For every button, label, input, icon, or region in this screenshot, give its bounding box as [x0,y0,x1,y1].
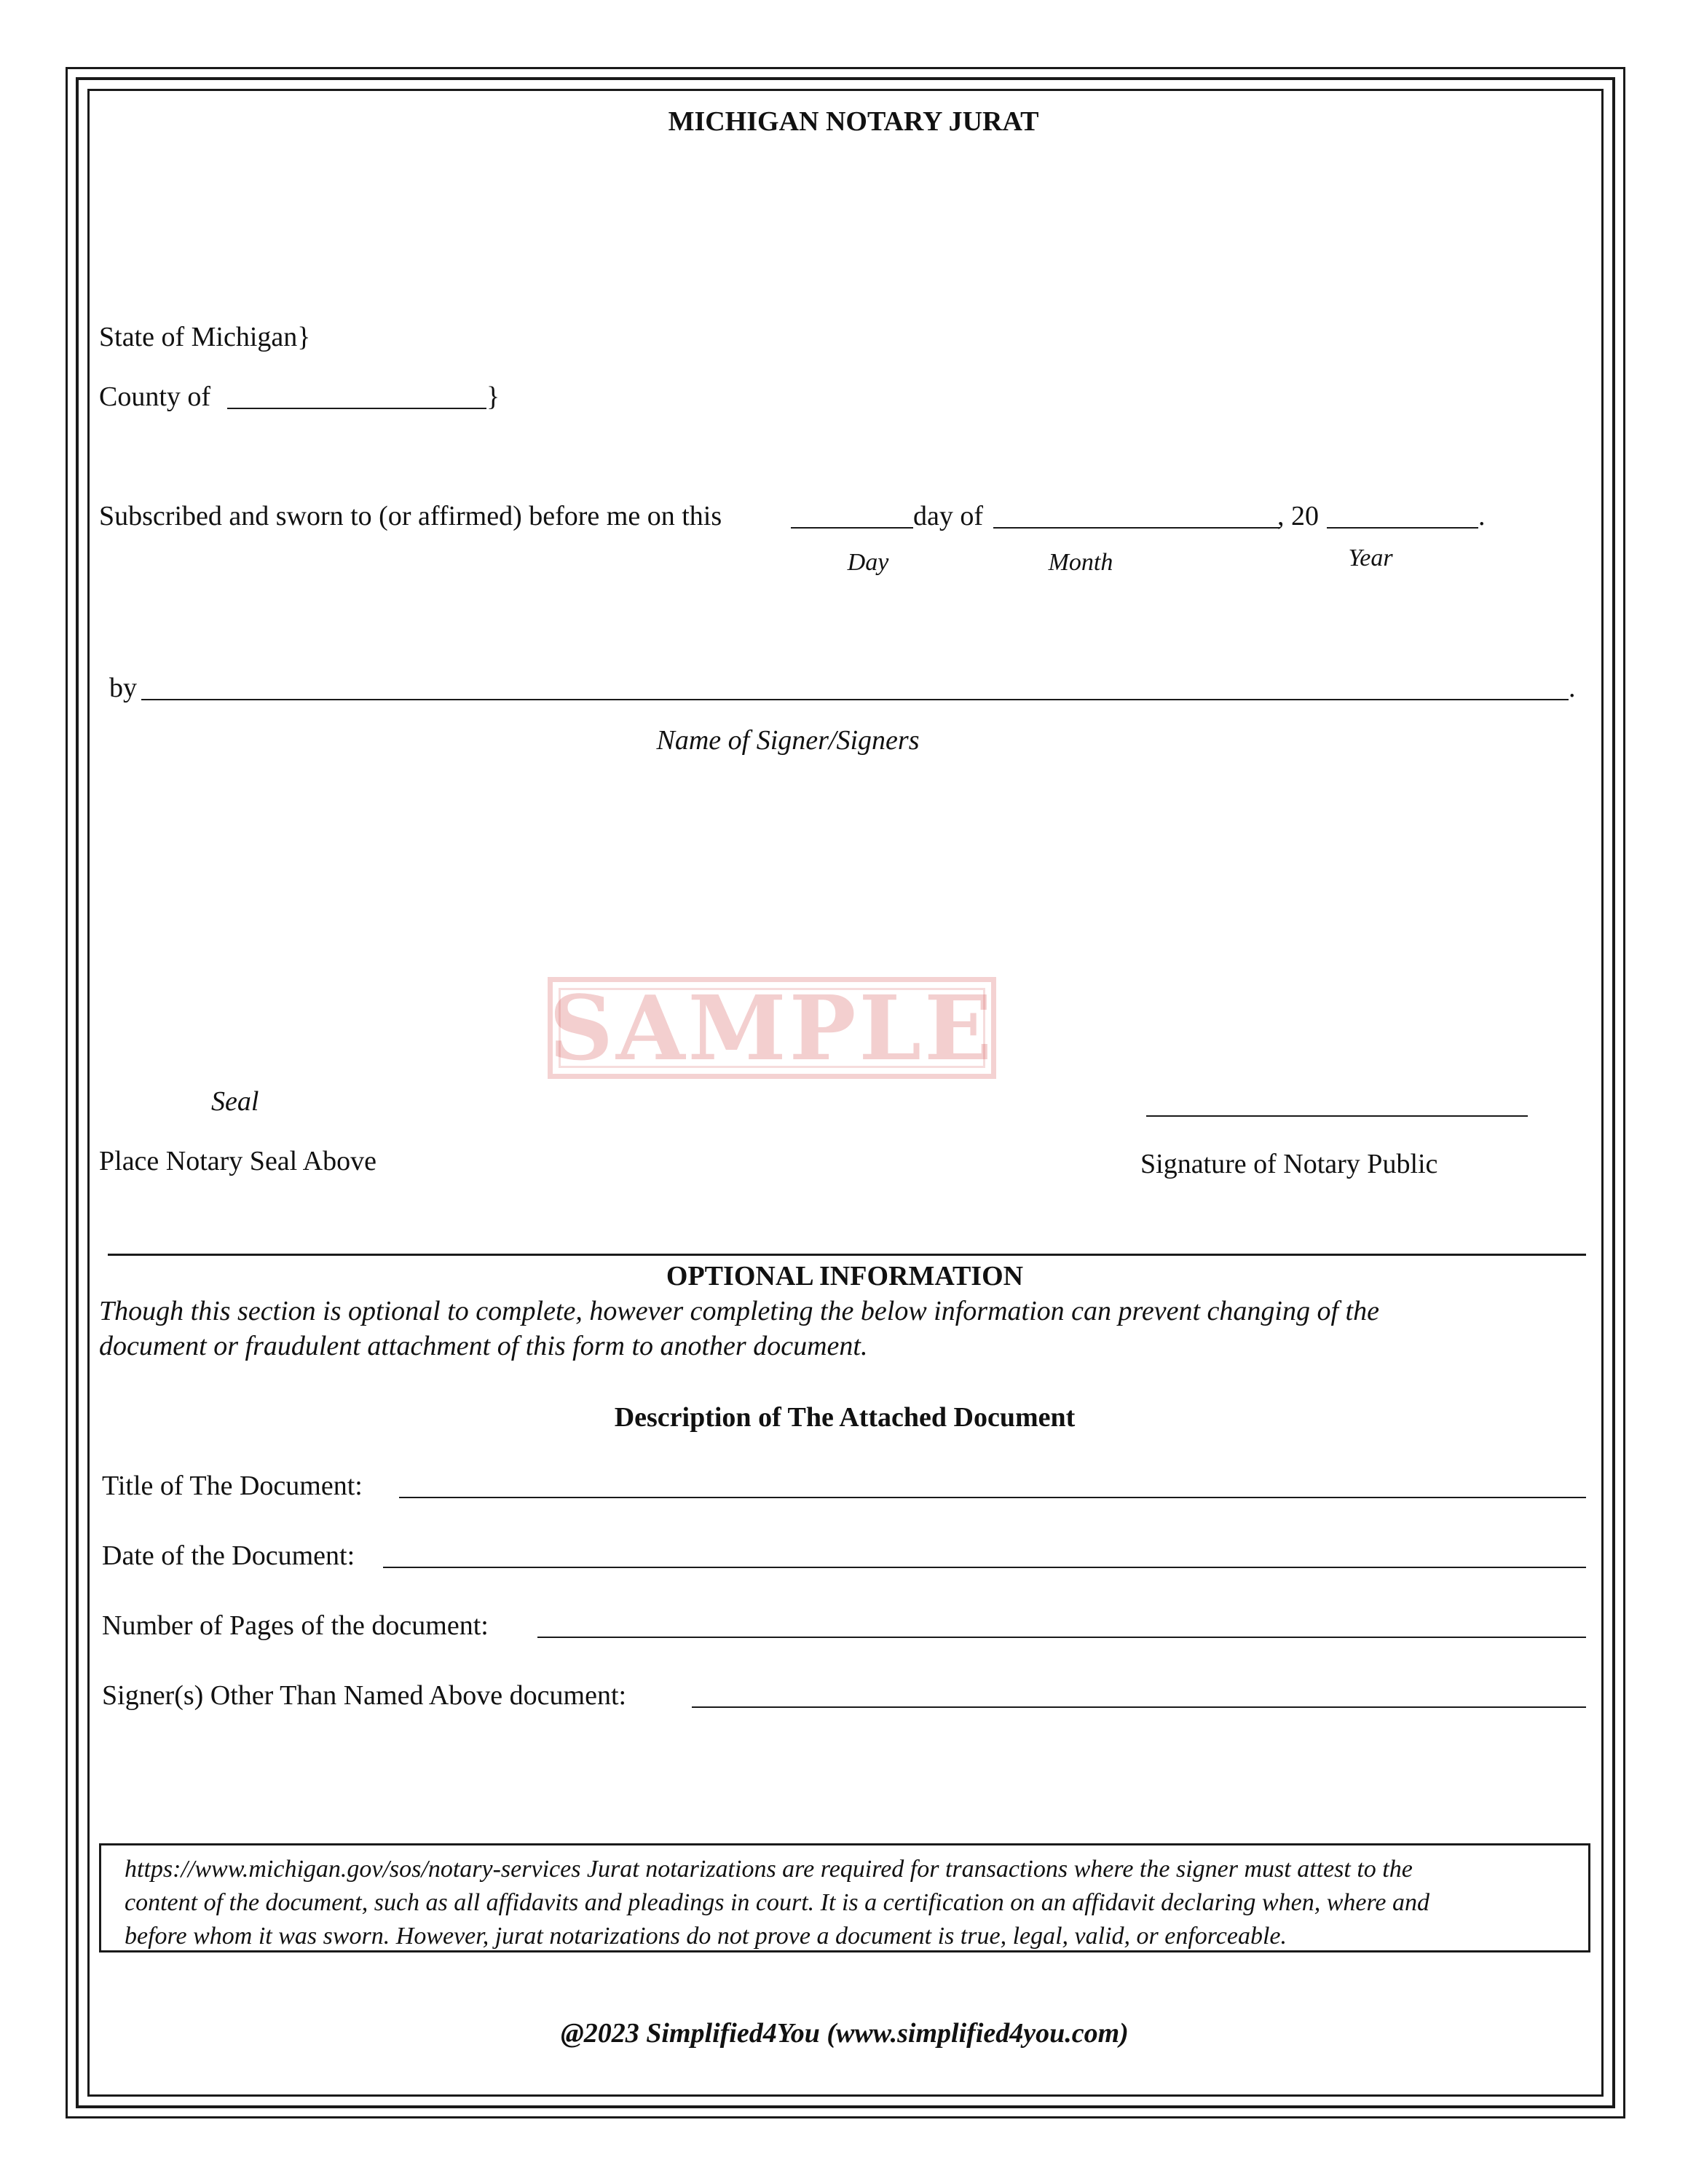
year-caption: Year [1348,545,1393,571]
date-of-document-blank[interactable] [383,1567,1586,1568]
year-blank[interactable] [1327,527,1478,529]
sworn-end: . [1478,501,1486,531]
county-blank[interactable] [227,408,486,409]
date-of-document-label: Date of the Document: [102,1540,355,1571]
other-signers-blank[interactable] [692,1706,1586,1708]
month-caption: Month [1048,549,1113,576]
footnote-line-2: content of the document, such as all affidavits and pleadings in court. It is a certification on an affidavit declaring when, where and [125,1889,1430,1916]
footnote-line-3: before whom it was sworn. However, jurat notarizations do not prove a document is true, legal, valid, or enforceable. [125,1923,1287,1950]
section-divider [108,1254,1586,1256]
signer-end: . [1569,673,1576,703]
signer-name-blank[interactable] [141,699,1569,700]
day-caption: Day [847,549,889,576]
notary-signature-caption: Signature of Notary Public [1140,1149,1438,1179]
copyright-footer: @2023 Simplified4You (www.simplified4you.com) [561,2018,1129,2049]
other-signers-label: Signer(s) Other Than Named Above document: [102,1680,627,1711]
footnote-line-1: https://www.michigan.gov/sos/notary-services Jurat notarizations are required for transactions where the signer must attest to the [125,1856,1413,1883]
sample-watermark [548,977,996,1079]
title-of-document-blank[interactable] [399,1497,1586,1498]
seal-label: Seal [211,1086,259,1117]
sworn-statement: Subscribed and sworn to (or affirmed) before me on this [99,501,722,531]
sample-watermark-inner-border [559,988,985,1068]
title-of-document-label: Title of The Document: [102,1471,363,1501]
jurat-footnote-box [99,1843,1590,1952]
number-of-pages-label: Number of Pages of the document: [102,1610,489,1641]
description-heading: Description of The Attached Document [614,1402,1076,1433]
seal-caption: Place Notary Seal Above [99,1146,376,1176]
county-label: County of [99,381,211,412]
number-of-pages-blank[interactable] [537,1637,1586,1638]
inner-border [87,89,1604,2097]
day-of-label: day of [913,501,984,531]
year-prefix: , 20 [1277,501,1319,531]
optional-heading: OPTIONAL INFORMATION [666,1261,1024,1291]
signer-caption: Name of Signer/Signers [656,725,920,756]
state-line: State of Michigan} [99,322,311,352]
day-blank[interactable] [791,527,913,529]
month-blank[interactable] [993,527,1280,529]
county-brace: } [486,381,500,412]
optional-note-line-1: Though this section is optional to complete, however completing the below information can prevent changing of the [99,1296,1379,1326]
document-title: MICHIGAN NOTARY JURAT [668,106,1039,137]
by-label: by [109,673,137,703]
sample-watermark-text: SAMPLE [548,976,995,1080]
notary-signature-line[interactable] [1146,1115,1528,1117]
optional-note-line-2: document or fraudulent attachment of this form to another document. [99,1331,868,1361]
